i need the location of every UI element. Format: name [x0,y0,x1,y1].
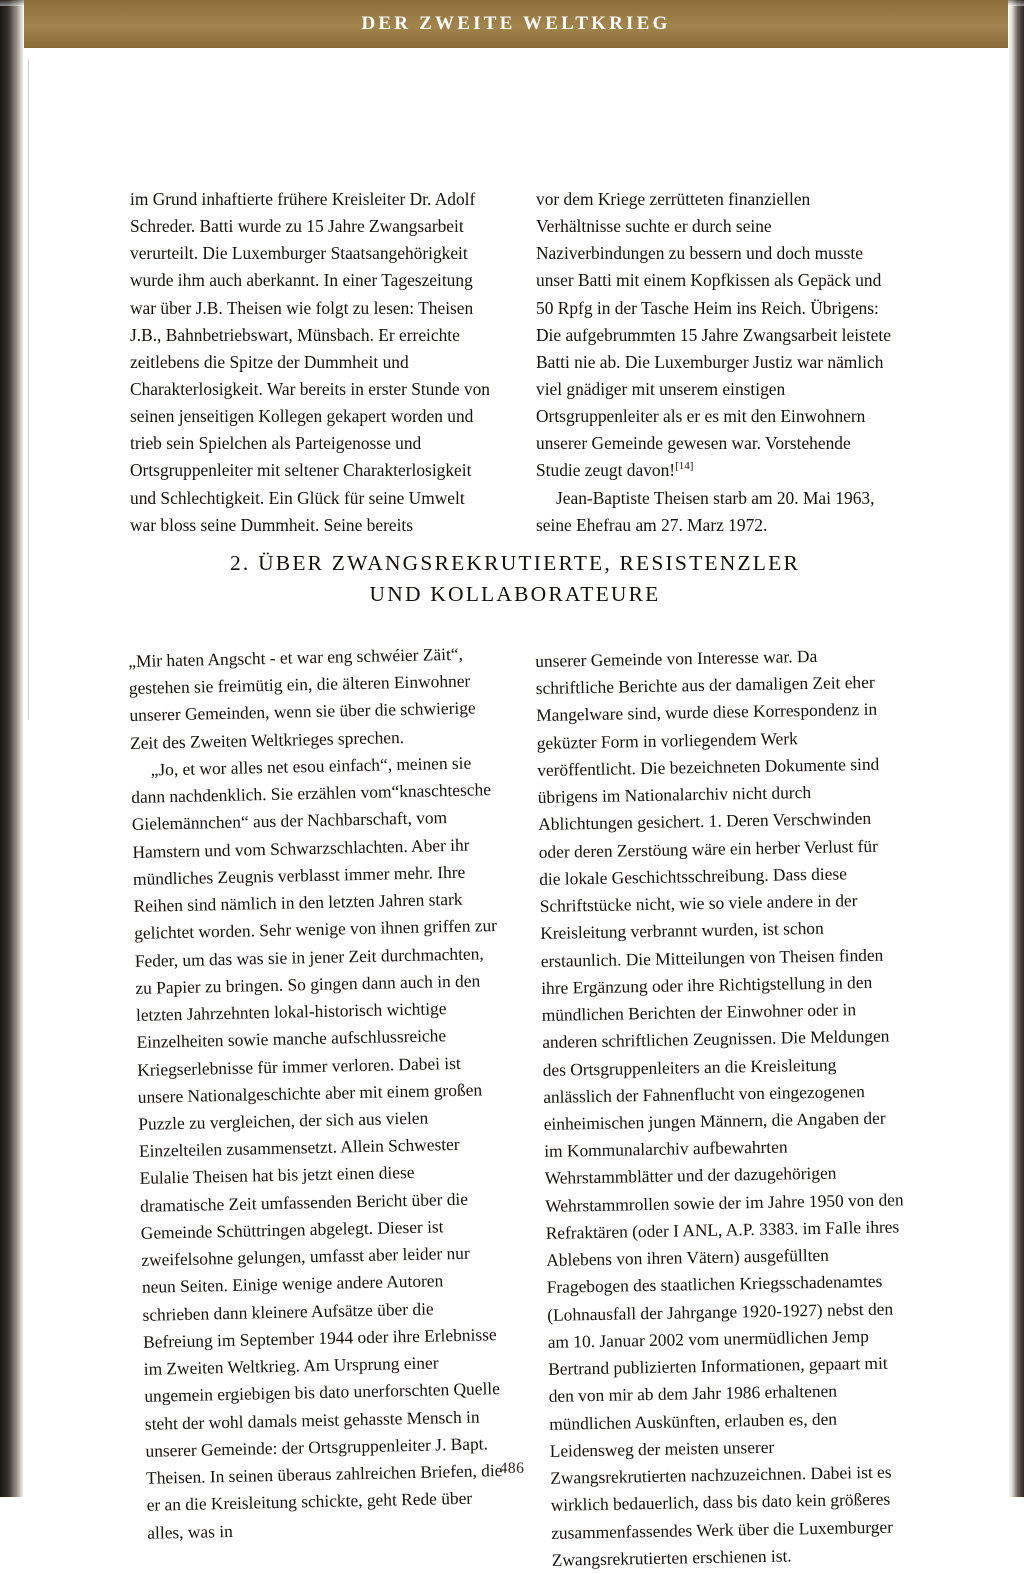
footnote-marker: [14] [675,460,694,473]
paragraph: unserer Gemeinde von Interesse war. Da schriftliche Berichte aus der damaligen Zeit eher Mangelware sind, wurde diese Korrespondenz in geküzter Form in vorliegendem Werk veröffentlicht. Die bezeichneten Dokumente sind übrigens im Nationalarchiv nicht durch Ablichtungen gesichert. 1. Deren Verschwinden oder deren Zerstöung wäre ein herber Verlust für die lokale Geschichtsschreibung. Dass diese Schriftstücke nicht, wie so viele andere in der Kreisleitung verbrannt wurden, ist schon erstaunlich. Die Mitteilungen von Theisen finden ihre Ergänzung oder ihre Richtigstellung in den mündlichen Berichten der Einwohner oder in anderen schriftlichen Zeugnissen. Die Meldungen des Ortsgruppenleiters an die Kreisleitung anlässlich der Fahnenflucht von eingezogenen einheimischen jungen Männern, die Angaben der im Kommunalarchiv aufbewahrten Wehrstammblätter und der dazugehörigen Wehrstammrollen sowie der im Jahre 1950 von den Refraktären (oder I ANL, A.P. 3383. im FaIle ihres Ablebens von ihren Vätern) ausgefüllten Fragebogen des staatlichen Kriegsschadenamtes (Lohnausfall der Jahrgange 1920-1927) nebst den am 10. Januar 2002 vom unermüdlichen Jemp Bertrand publizierten Informationen, gepaart mit den von mir ab dem Jahr 1986 erhaltenen mündlichen Auskünften, erlauben es, den Leidensweg der meisten unserer Zwangsrekrutierten nachzuzeichnen. Dabei ist es wirklich bedauerlich, dass bis dato kein größeres zusammenfassendes Werk über die Luxemburger Zwangsrekrutierten erschienen ist. [535,645,904,1570]
bottom-text-block [128,643,904,1574]
page-folio: 486 [499,1460,525,1477]
paragraph: im Grund inhaftierte frühere Kreisleiter Dr. Adolf Schreder. Batti wurde zu 15 Jahre Zwangsarbeit verurteilt. Die Luxemburger Staatsangehörigkeit wurde ihm auch aberkannt. In einer Tageszeitung war über J.B. Theisen wie folgt zu lesen: Theisen J.B., Bahnbetriebswart, Münsbach. Er erreichte zeitlebens die Spitze der Dummheit und Charakterlosigkeit. War bereits in erster Stunde von seinen jenseitigen Kollegen gekapert worden und trieb sein Spielchen als Parteigenosse und Ortsgruppenleiter mit seltener Charakterlosigkeit und Schlechtigkeit. Ein Glück für seine Umwelt war bloss seine Dummheit. Seine bereits [130,189,491,535]
section-heading-line-1: 2. ÜBER ZWANGSREKRUTIERTE, RESISTENZLER [229,551,801,575]
section-heading [130,548,900,610]
page-content [0,48,1024,1570]
bottom-right-column [535,641,915,1573]
paragraph: „Jo, et wor alles net esou einfach“, meinen sie dann nachdenklich. Sie erzählen vom“knaschtesche Gielemännchen“ aus der Nachbarschaft, vom Hamstern und vom Schwarzschlachten. Aber ihr mündliches Zeugnis verblasst immer mehr. Ihre Reihen sind nämlich in den letzten Jahren stark gelichtet worden. Sehr wenige von ihnen griffen zur Feder, um das was sie in jener Zeit durchmachten, zu Papier zu bringen. So gingen dann auch in den letzten Jahrzehnten lokal-historisch wichtige Einzelheiten sowie manche aufschlussreiche Kriegserlebnisse für immer verloren. Dabei ist unsere Nationalgeschichte aber mit einem großen Puzzle zu vergleichen, der sich aus vielen Einzelteilen zusammensetzt. Allein Schwester Eulalie Theisen hat bis jetzt einen diese dramatische Zeit umfassenden Bericht über die Gemeinde Schüttringen abgelegt. Dieser ist zweifelsohne gelungen, umfasst aber leider nur neun Seiten. Einige wenige andere Autoren schrieben dann kleinere Aufsätze über die Befreiung im September 1944 oder ihre Erlebnisse im Zweiten Weltkrieg. Am Ursprung einer ungemein ergiebigen bis dato unerforschten Quelle steht der wohl damals meist gehasste Mensch in unserer Gemeinde: der Ortsgruppenleiter J. Bapt. Theisen. In seinen überaus zahlreichen Briefen, die er an die Kreisleitung schickte, geht Rede über alles, was in [131,752,503,1543]
paragraph [536,186,896,485]
top-right-column [536,186,896,539]
top-text-block [130,186,896,539]
paragraph: „Mir haten Angscht - et war eng schwéier Zäit“, gestehen sie freimütig ein, die älteren Einwohner unserer Gemeinden, wenn sie über die schwierige Zeit des Zweiten Weltkrieges sprechen. [128,643,476,753]
running-header-title: DER ZWEITE WELTKRIEG [361,13,671,34]
section-heading-line-2: UND KOLLABORATEURE [369,582,661,607]
paragraph: Jean-Baptiste Theisen starb am 20. Mai 1963, seine Ehefrau am 27. Marz 1972. [536,487,875,535]
paragraph-text: vor dem Kriege zerrütteten finanziellen Verhältnisse suchte er durch seine Naziverbindungen zu bessern und doch musste unser Batti mit einem Kopfkissen als Gepäck und 50 Rpfg in der Tasche Heim ins Reich. Übrigens: Die aufgebrummten 15 Jahre Zwangsarbeit leistete Batti nie ab. Die Luxemburger Justiz war nämlich viel gnädiger mit unserem einstigen Ortsgruppenleiter als er es mit den Einwohnern unserer Gemeinde gewesen war. Vorstehende Studie zeugt davon! [536,189,891,481]
top-left-column [130,186,490,539]
bottom-left-column [128,640,511,1574]
